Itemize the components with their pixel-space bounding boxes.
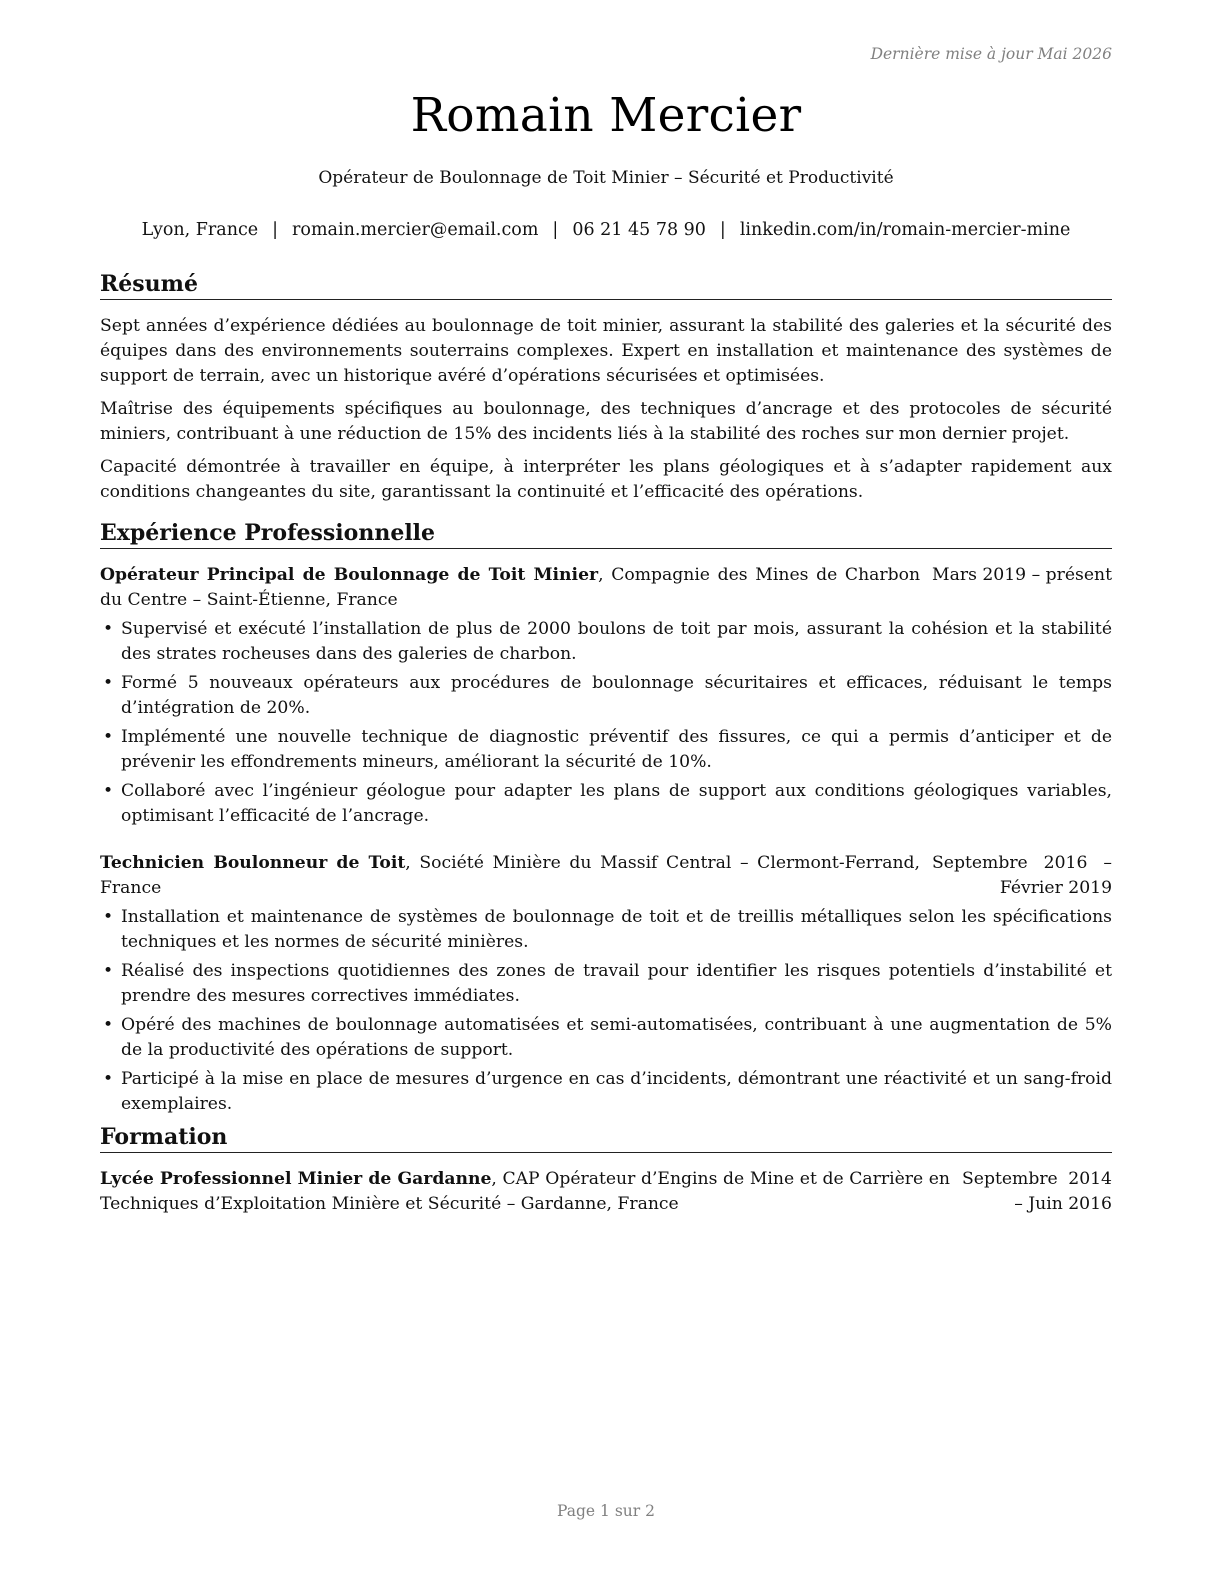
job-role: Technicien Boulonneur de Toit: [100, 853, 406, 873]
achievement-item: • Installation et maintenance de systèmes de boulonnage de toit et de treillis métalliques selon les spécifications techniques et les normes de sécurité minières.: [100, 905, 1112, 955]
education-heading: Formation: [100, 1123, 1112, 1153]
education-entry: [100, 1167, 1112, 1217]
contact-location: Lyon, France: [141, 220, 259, 240]
job-title-line: [100, 563, 920, 613]
job-header: [100, 851, 1112, 901]
education-degree: , CAP Opérateur d’Engins de Mine et de Carrière en Techniques d’Exploitation Minière et Sécurité – Gardanne, France: [100, 1169, 951, 1214]
page-number: Page 1 sur 2: [557, 1502, 655, 1520]
summary-paragraph: Capacité démontrée à travailler en équipe, à interpréter les plans géologiques et à s’adapter rapidement aux conditions changeantes du site, garantissant la continuité et l’efficacité des opérations.: [100, 457, 1112, 502]
job-title-line: [100, 851, 920, 901]
job-dates: Septembre 2016 – Février 2019: [932, 853, 1112, 898]
achievement-item: • Participé à la mise en place de mesures d’urgence en cas d’incidents, démontrant une réactivité et un sang-froid exemplaires.: [100, 1067, 1112, 1117]
education-school: Lycée Professionnel Minier de Gardanne: [100, 1169, 492, 1189]
candidate-name: Romain Mercier: [410, 88, 802, 143]
job-company: , Compagnie des Mines de Charbon du Centre – Saint-Étienne, France: [100, 565, 921, 610]
education-line: [100, 1167, 950, 1217]
job-entry: [100, 563, 1112, 829]
achievement-item: • Formé 5 nouveaux opérateurs aux procédures de boulonnage sécuritaires et efficaces, réduisant le temps d’intégration de 20%.: [100, 671, 1112, 721]
job-entry: [100, 851, 1112, 1117]
candidate-headline: Opérateur de Boulonnage de Toit Minier – Sécurité et Productivité: [318, 168, 894, 188]
contact-phone: 06 21 45 78 90: [572, 220, 706, 240]
contact-linkedin[interactable]: linkedin.com/in/romain-mercier-mine: [739, 220, 1071, 240]
summary-section: [100, 270, 1112, 505]
job-company: , Société Minière du Massif Central – Clermont-Ferrand, France: [100, 853, 921, 898]
contact-email[interactable]: romain.mercier@email.com: [292, 220, 539, 240]
job-header: [100, 563, 1112, 613]
education-section: [100, 1123, 1112, 1217]
last-updated-note: Dernière mise à jour Mai 2026: [870, 45, 1112, 63]
summary-paragraph: Maîtrise des équipements spécifiques au boulonnage, des techniques d’ancrage et des protocoles de sécurité miniers, contribuant à une réduction de 15% des incidents liés à la stabilité des roches sur mon dernier projet.: [100, 399, 1112, 444]
experience-heading: Expérience Professionnelle: [100, 519, 1112, 549]
job-achievements: [100, 905, 1112, 1117]
resume-content: [100, 270, 1112, 1217]
achievement-item: • Supervisé et exécuté l’installation de plus de 2000 boulons de toit par mois, assurant la cohésion et la stabilité des strates rocheuses dans des galeries de charbon.: [100, 617, 1112, 667]
contact-separator: |: [272, 220, 279, 240]
achievement-item: • Collaboré avec l’ingénieur géologue pour adapter les plans de support aux conditions géologiques variables, optimisant l’efficacité de l’ancrage.: [100, 779, 1112, 829]
summary-heading: Résumé: [100, 270, 1112, 300]
achievement-item: • Réalisé des inspections quotidiennes des zones de travail pour identifier les risques potentiels d’instabilité et prendre des mesures correctives immédiates.: [100, 959, 1112, 1009]
job-dates: Mars 2019 – présent: [932, 565, 1112, 585]
achievement-item: • Opéré des machines de boulonnage automatisées et semi-automatisées, contribuant à une augmentation de 5% de la productivité des opérations de support.: [100, 1013, 1112, 1063]
job-achievements: [100, 617, 1112, 829]
experience-section: [100, 519, 1112, 1117]
summary-paragraph: Sept années d’expérience dédiées au boulonnage de toit minier, assurant la stabilité des galeries et la sécurité des équipes dans des environnements souterrains complexes. Expert en installation et maintenance des systèmes de support de terrain, avec un historique avéré d’opérations sécurisées et optimisées.: [100, 316, 1112, 386]
education-dates: Septembre 2014 – Juin 2016: [962, 1169, 1112, 1214]
contact-line: [0, 220, 1212, 240]
contact-separator: |: [719, 220, 726, 240]
job-role: Opérateur Principal de Boulonnage de Toit Minier: [100, 565, 599, 585]
achievement-item: • Implémenté une nouvelle technique de diagnostic préventif des fissures, ce qui a permis d’anticiper et de prévenir les effondrements mineurs, améliorant la sécurité de 10%.: [100, 725, 1112, 775]
contact-separator: |: [552, 220, 559, 240]
